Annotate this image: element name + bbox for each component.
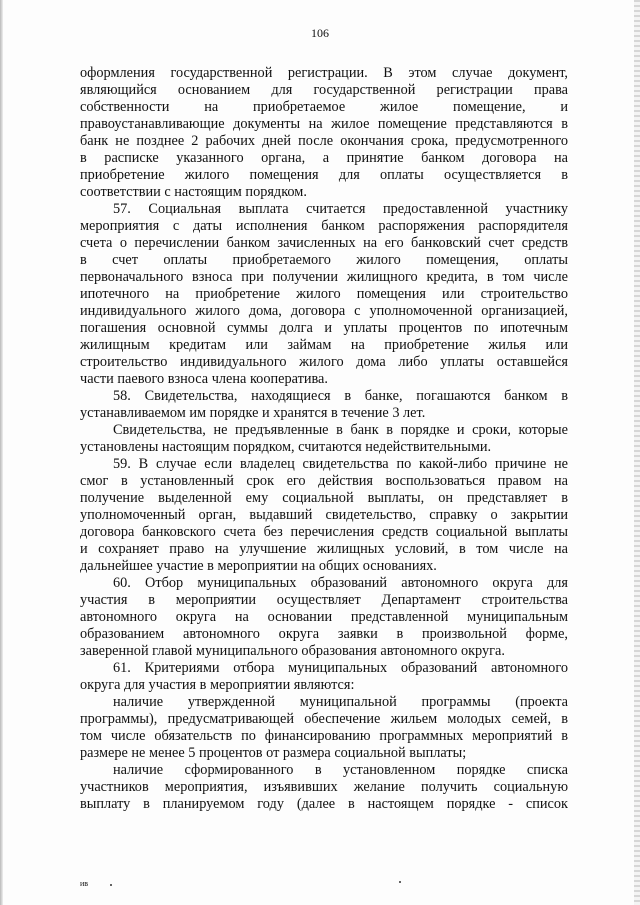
text-line: получение выделенной ему социальной выплаты, он представляет в	[80, 490, 568, 506]
paragraph-first-line: 60. Отбор муниципальных образований автономного округа для	[113, 575, 568, 591]
scan-speck	[399, 881, 401, 883]
footer-mark: ив	[80, 879, 89, 888]
text-line: ипотечного на приобретение жилого помещения или строительство	[80, 286, 568, 302]
text-line: индивидуального жилого дома, договора с уполномоченной организацией,	[80, 303, 568, 319]
text-line: договора банковского счета без перечисления средств социальной выплаты	[80, 524, 568, 540]
scan-right-edge	[634, 0, 640, 905]
scan-speck	[110, 884, 112, 886]
paragraph-first-line: наличие утвержденной муниципальной программы (проекта	[113, 694, 568, 710]
text-line: мероприятия с даты исполнения банком распоряжения распорядителя	[80, 218, 568, 234]
text-line: банк не позднее 2 рабочих дней после окончания срока, предусмотренного	[80, 133, 568, 149]
text-line: первоначального взноса при получении жилищного кредита, в том числе	[80, 269, 568, 285]
text-line: соответствии с настоящим порядком.	[80, 184, 307, 200]
paragraph-first-line: 57. Социальная выплата считается предоставленной участнику	[113, 201, 568, 217]
text-line: заверенной главой муниципального образования автономного округа.	[80, 643, 505, 659]
text-line: счета о перечислении банком зачисленных на его банковский счет средств	[80, 235, 568, 251]
text-line: правоустанавливающие документы на жилое помещение представляются в	[80, 116, 568, 132]
text-line: собственности на приобретаемое жилое помещение, и	[80, 99, 568, 115]
text-line: участия в мероприятии осуществляет Департамент строительства	[80, 592, 568, 608]
text-line: уполномоченный орган, выдавший свидетельство, справку о закрытии	[80, 507, 568, 523]
paragraph-first-line: Свидетельства, не предъявленные в банк в порядке и сроки, которые	[113, 422, 568, 438]
text-line: устанавливаемом им порядке и хранятся в течение 3 лет.	[80, 405, 426, 421]
text-line: и сохраняет право на улучшение жилищных условий, в том числе на	[80, 541, 568, 557]
text-line: автономного округа на основании представленной муниципальным	[80, 609, 568, 625]
paragraph-first-line: 61. Критериями отбора муниципальных образований автономного	[113, 660, 568, 676]
paragraph-first-line: 59. В случае если владелец свидетельства по какой-либо причине не	[113, 456, 568, 472]
text-line: являющийся основанием для государственной регистрации права	[80, 82, 568, 98]
text-line: образованием автономного округа заявки в произвольной форме,	[80, 626, 568, 642]
text-line: смог в установленный срок его действия воспользоваться правом на	[80, 473, 568, 489]
text-line: оформления государственной регистрации. В этом случае документ,	[80, 65, 568, 81]
scan-left-edge	[0, 0, 3, 905]
text-line: в расписке указанного органа, а принятие банком договора на	[80, 150, 568, 166]
text-line: части паевого взноса члена кооператива.	[80, 371, 328, 387]
text-line: том числе обязательств по финансированию программных мероприятий в	[80, 728, 568, 744]
text-line: погашения основной суммы долга и уплаты процентов по ипотечным	[80, 320, 568, 336]
page-number: 106	[311, 26, 329, 40]
text-line: строительство индивидуального жилого дома либо уплаты оставшейся	[80, 354, 568, 370]
paragraph-first-line: наличие сформированного в установленном порядке списка	[113, 762, 568, 778]
text-line: выплату в планируемом году (далее в настоящем порядке - список	[80, 796, 568, 812]
text-line: приобретение жилого помещения для оплаты осуществляется в	[80, 167, 568, 183]
text-line: в счет оплаты приобретаемого жилого помещения, оплаты	[80, 252, 568, 268]
text-line: установлены настоящим порядком, считаются недействительными.	[80, 439, 492, 455]
text-line: программы), предусматривающей обеспечение жильем молодых семей, в	[80, 711, 568, 727]
paragraph-first-line: 58. Свидетельства, находящиеся в банке, погашаются банком в	[113, 388, 568, 404]
text-line: размере не менее 5 процентов от размера социальной выплаты;	[80, 745, 467, 761]
text-line: участников мероприятия, изъявивших желание получить социальную	[80, 779, 568, 795]
text-line: жилищным кредитам или займам на приобретение жилья или	[80, 337, 568, 353]
text-line: дальнейшее участие в мероприятии на общих основаниях.	[80, 558, 437, 574]
text-line: округа для участия в мероприятии являются:	[80, 677, 355, 693]
